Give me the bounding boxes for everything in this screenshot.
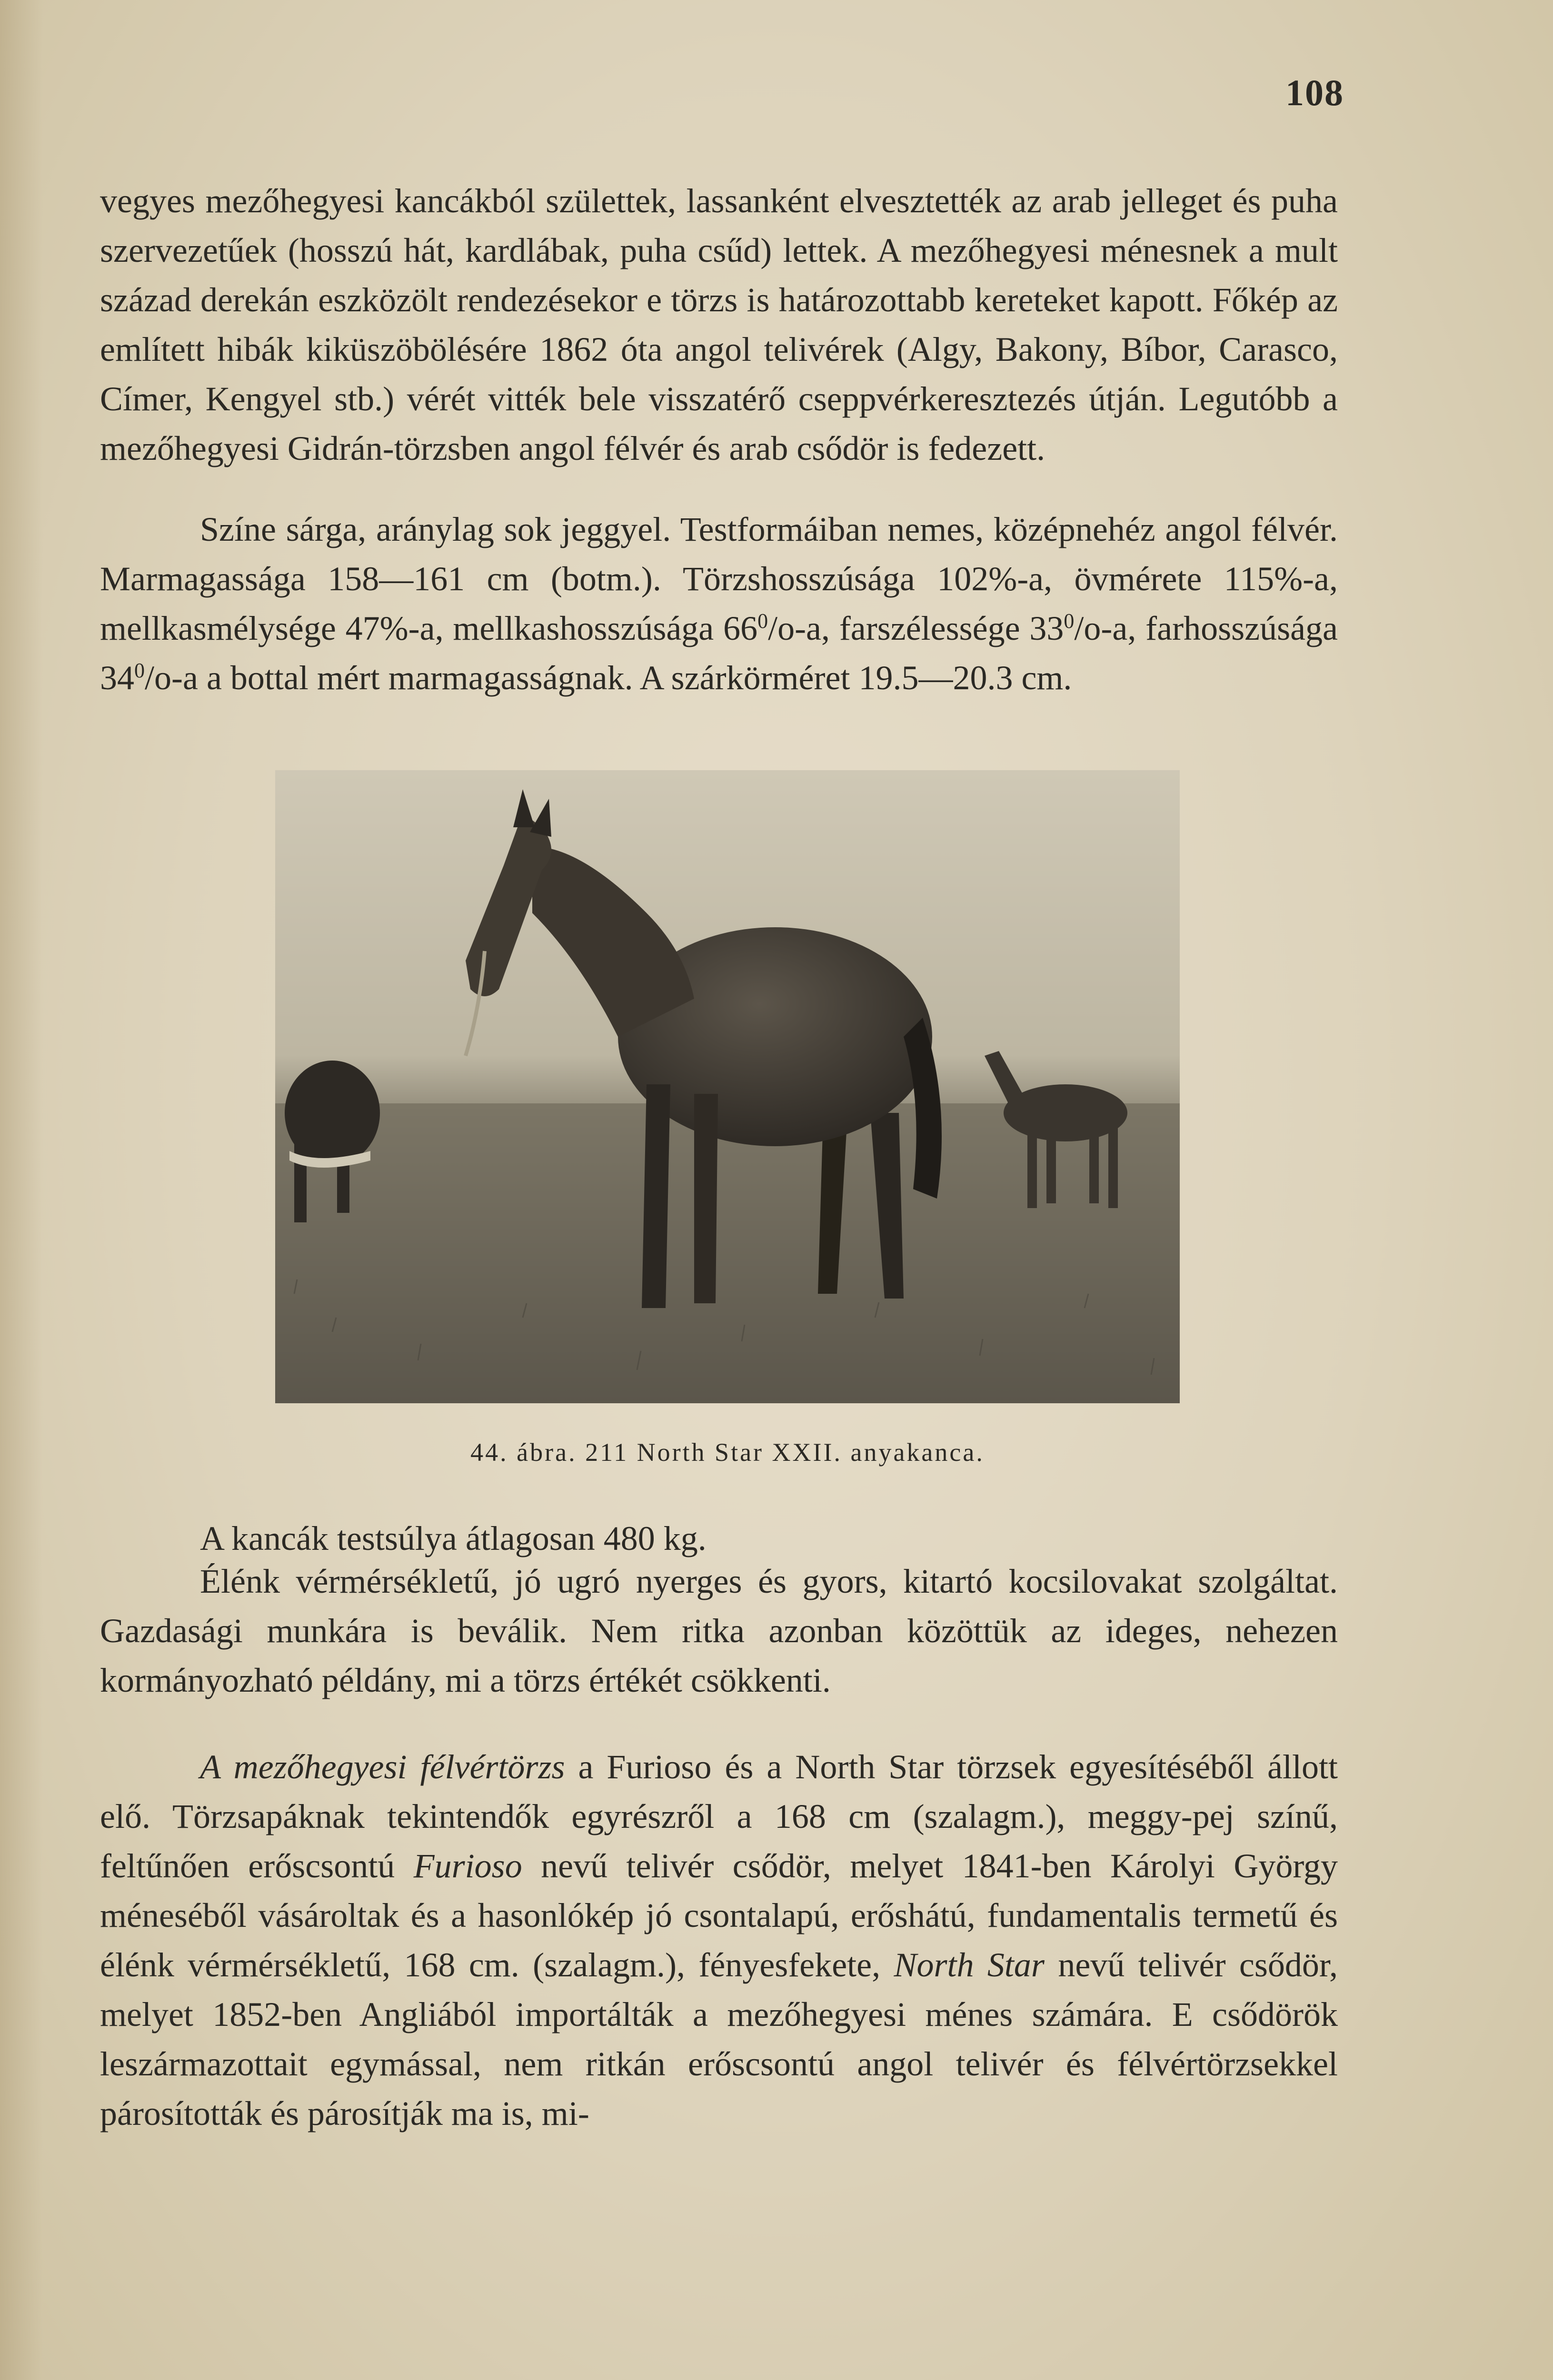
superscript: 0 bbox=[757, 609, 768, 633]
measurements-text-c: -a, mellkasmélysége 47 bbox=[100, 560, 1338, 647]
paragraph-measurements bbox=[100, 505, 1338, 703]
page-number: 108 bbox=[1285, 72, 1344, 113]
horse-name-furioso: Furioso bbox=[413, 1847, 522, 1885]
horse-photograph bbox=[275, 770, 1180, 1403]
paragraph-intro: vegyes mezőhegyesi kancákból születtek, lassanként elvesztették az arab jelleget és puha szervezetűek (hosszú hát, kardlábak, puha csűd) lettek. A mezőhegyesi ménesnek a mult század derekán eszközölt rendezésekor e törzs is határozottabb kereteket kapott. Főkép az említett hibák kiküszöbölésére 1862 óta angol telivérek (Algy, Bakony, Bíbor, Carasco, Címer, Kengyel stb.) vérét vitték bele visszatérő cseppvérkeresztezés útján. Legutóbb a mezőhegyesi Gidrán-törzsben angol félvér és arab csődör is fedezett. bbox=[100, 182, 1338, 467]
measurements-text-d: -a, mellkashosszúsága 66 bbox=[408, 609, 758, 647]
measurements-text-g: /o-a a bottal mért marmagasságnak. A szárkörméret 19.5—20.3 cm. bbox=[145, 659, 1072, 697]
paragraph-temperament: Élénk vérmérsékletű, jó ugró nyerges és gyors, kitartó kocsilovakat szolgáltat. Gazdasági munkára is beválik. Nem ritka azonban közöttük az ideges, nehezen kormányozható példány, mi a törzs értékét csökkenti. bbox=[100, 1562, 1338, 1699]
section-title-italic: A mezőhegyesi félvértörzs bbox=[200, 1748, 565, 1786]
superscript: 0 bbox=[134, 659, 145, 682]
measurements-text-b: -a, övmérete 115 bbox=[1017, 560, 1274, 598]
halfbred-text-b: nevű telivér csődör, melyet 1841-ben Károlyi György méneséből vásároltak és a hasonlókép jó csontalapú, erőshátú, fundamentalis termetű és élénk vérmérsékletű, 168 cm. (szalagm.), fényesfekete, bbox=[100, 1847, 1338, 1984]
percent-sign: % bbox=[379, 609, 408, 647]
figure-caption: 44. ábra. 211 North Star XXII. anyakanca. bbox=[470, 1438, 985, 1467]
measurements-text-f: /o-a, farhosszúsága 34 bbox=[100, 609, 1338, 697]
measurements-text-a: Színe sárga, aránylag sok jeggyel. Testformáiban nemes, középnehéz angol félvér. Marmagassága 158—161 cm (botm.). Törzshosszúsága 102 bbox=[100, 510, 1338, 598]
halfbred-text-a: a Furioso és a North Star törzsek egyesítéséből állott elő. Törzsapáknak tekintendők egyrészről a 168 cm (szalagm.), meggy-pej színű, feltűnően erőscsontú bbox=[100, 1748, 1338, 1885]
percent-sign: % bbox=[988, 560, 1017, 598]
photo-illustration bbox=[275, 770, 1180, 1403]
paragraph-weight: A kancák testsúlya átlagosan 480 kg. bbox=[200, 1519, 707, 1557]
halfbred-text-c: nevű telivér csődör, melyet 1852-ben Angliából importálták a mezőhegyesi ménes számára. E csődörök leszármazottait egymással, nem ritkán erőscsontú angol telivér és félvértörzsekkel párosították és párosítják ma is, mi- bbox=[100, 1946, 1338, 2132]
superscript: 0 bbox=[1064, 609, 1075, 633]
horse-name-north-star: North Star bbox=[894, 1946, 1045, 1984]
measurements-text-e: /o-a, farszélessége 33 bbox=[768, 609, 1064, 647]
paragraph-halfbred-strain bbox=[100, 1742, 1338, 2138]
percent-sign: % bbox=[1274, 560, 1303, 598]
